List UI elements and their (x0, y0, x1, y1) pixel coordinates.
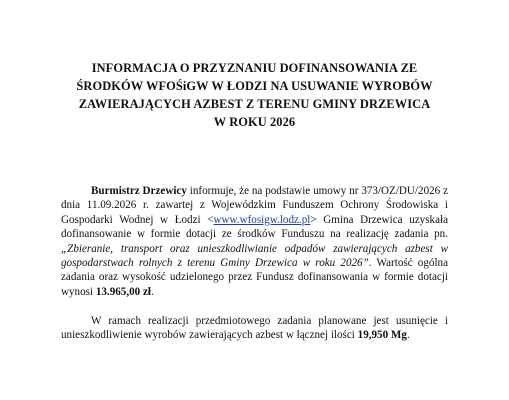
paragraph-grant-info (61, 184, 448, 299)
grant-amount: 13.965,00 zł (95, 285, 151, 298)
document-title (40, 59, 469, 131)
title-line-2: ŚRODKÓW WFOŚiGW W ŁODZI NA USUWANIE WYROBÓW (76, 79, 433, 93)
paragraph1-text-a: informuje, że na podstawie umowy nr 373/OZ/DU/2026 z dnia 11.09.2026 r. zawartej z Wojewódzkim Funduszem Ochrony Środowiska i Gospodarki Wodnej w Łodzi < (61, 185, 448, 226)
paragraph2-text-b: . (406, 329, 410, 342)
title-line-4: W ROKU 2026 (213, 115, 296, 129)
title-line-3: ZAWIERAJĄCYCH AZBEST Z TERENU GMINY DRZEWICA (78, 97, 431, 111)
task-name: „Zbieranie, transport oraz unieszkodliwianie odpadów zawierających azbest w gospodarstwach rolnych z terenu Gminy Drzewica w roku 2026” (61, 242, 448, 270)
paragraph1-text-c: . Wartość ogólna zadania oraz wysokość udzielonego przez Fundusz dofinansowania w formie dotacji wynosi (61, 257, 449, 298)
paragraph1-text-b: > Gmina Drzewica uzyskała dofinansowanie w formie dotacji ze środków Funduszu na realizację zadania pn. (61, 213, 449, 241)
paragraph1-text-d: . (150, 285, 154, 298)
paragraph-asbestos-amount (61, 314, 448, 343)
asbestos-quantity: 19,950 Mg (357, 329, 407, 342)
paragraph2-text-a: W ramach realizacji przedmiotowego zadania planowane jest usunięcie i unieszkodliwienie wyrobów zawierających azbest w łącznej ilości (61, 314, 448, 342)
document-body (61, 184, 448, 342)
title-line-1: INFORMACJA O PRZYZNANIU DOFINANSOWANIA ZE (91, 61, 418, 75)
mayor-name: Burmistrz Drzewicy (91, 185, 187, 197)
fund-website-link[interactable]: www.wfosigw.lodz.pl (213, 213, 311, 226)
